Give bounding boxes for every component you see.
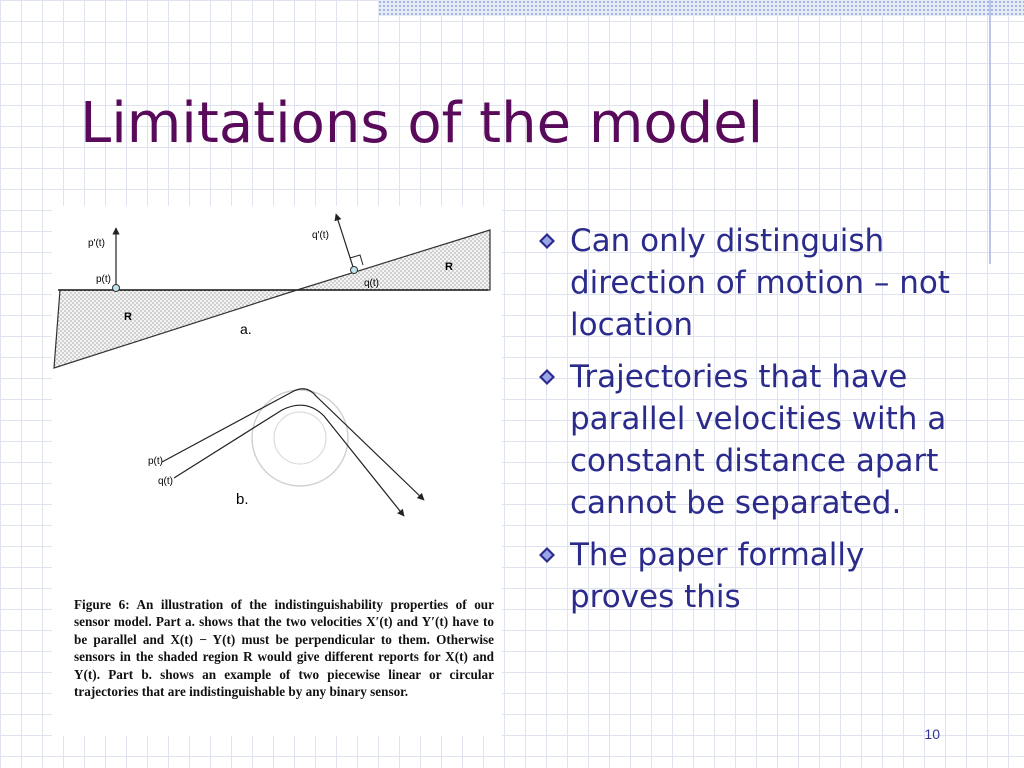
decorative-right-rule [989, 0, 991, 264]
bullet-text: Trajectories that have parallel velocities with a constant distance apart cannot be separated. [570, 359, 947, 521]
trajectory-circle-inner [274, 412, 326, 464]
figure-6 [52, 206, 502, 736]
label-p: p(t) [96, 274, 111, 285]
p-point [113, 285, 120, 292]
q-point [351, 267, 358, 274]
trajectory-circle-outer [252, 390, 348, 486]
bullet-item [534, 220, 959, 346]
diamond-bullet-icon [538, 546, 556, 564]
slide-number: 10 [924, 726, 940, 742]
bullet-list [534, 220, 959, 628]
bullet-text: The paper formally proves this [570, 537, 865, 615]
trajectory-q [174, 405, 404, 516]
q-velocity-arrow [336, 214, 354, 270]
diamond-bullet-icon [538, 368, 556, 386]
label-q: q(t) [364, 278, 379, 289]
slide-title: Limitations of the model [80, 91, 764, 156]
label-part-b: b. [236, 491, 249, 508]
label-q-prime: q'(t) [312, 230, 329, 241]
label-part-a: a. [240, 321, 252, 337]
label-region-right: R [445, 261, 453, 273]
bullet-item [534, 356, 959, 524]
shaded-region-left [54, 290, 297, 368]
figure-caption: Figure 6: An illustration of the indistinguishability properties of our sensor model. Part a. shows that the two velocities X′(t) and Y′(t) have to be parallel and X(t) − Y(t) must be perpendicular to them. Otherwise sensors in the shaded region R would give different reports for X(t) and Y(t). Part b. shows an example of two piecewise linear or circular trajectories that are indistinguishable by any binary sensor. [74, 597, 494, 700]
label-q-part-b: q(t) [158, 476, 173, 487]
figure-diagram [52, 206, 502, 596]
label-p-part-b: p(t) [148, 456, 163, 467]
diamond-bullet-icon [538, 232, 556, 250]
decorative-top-band [378, 0, 1024, 16]
bullet-item [534, 534, 959, 618]
label-p-prime: p'(t) [88, 238, 105, 249]
label-region-left: R [124, 311, 132, 323]
bullet-text: Can only distinguish direction of motion – not location [570, 223, 950, 343]
